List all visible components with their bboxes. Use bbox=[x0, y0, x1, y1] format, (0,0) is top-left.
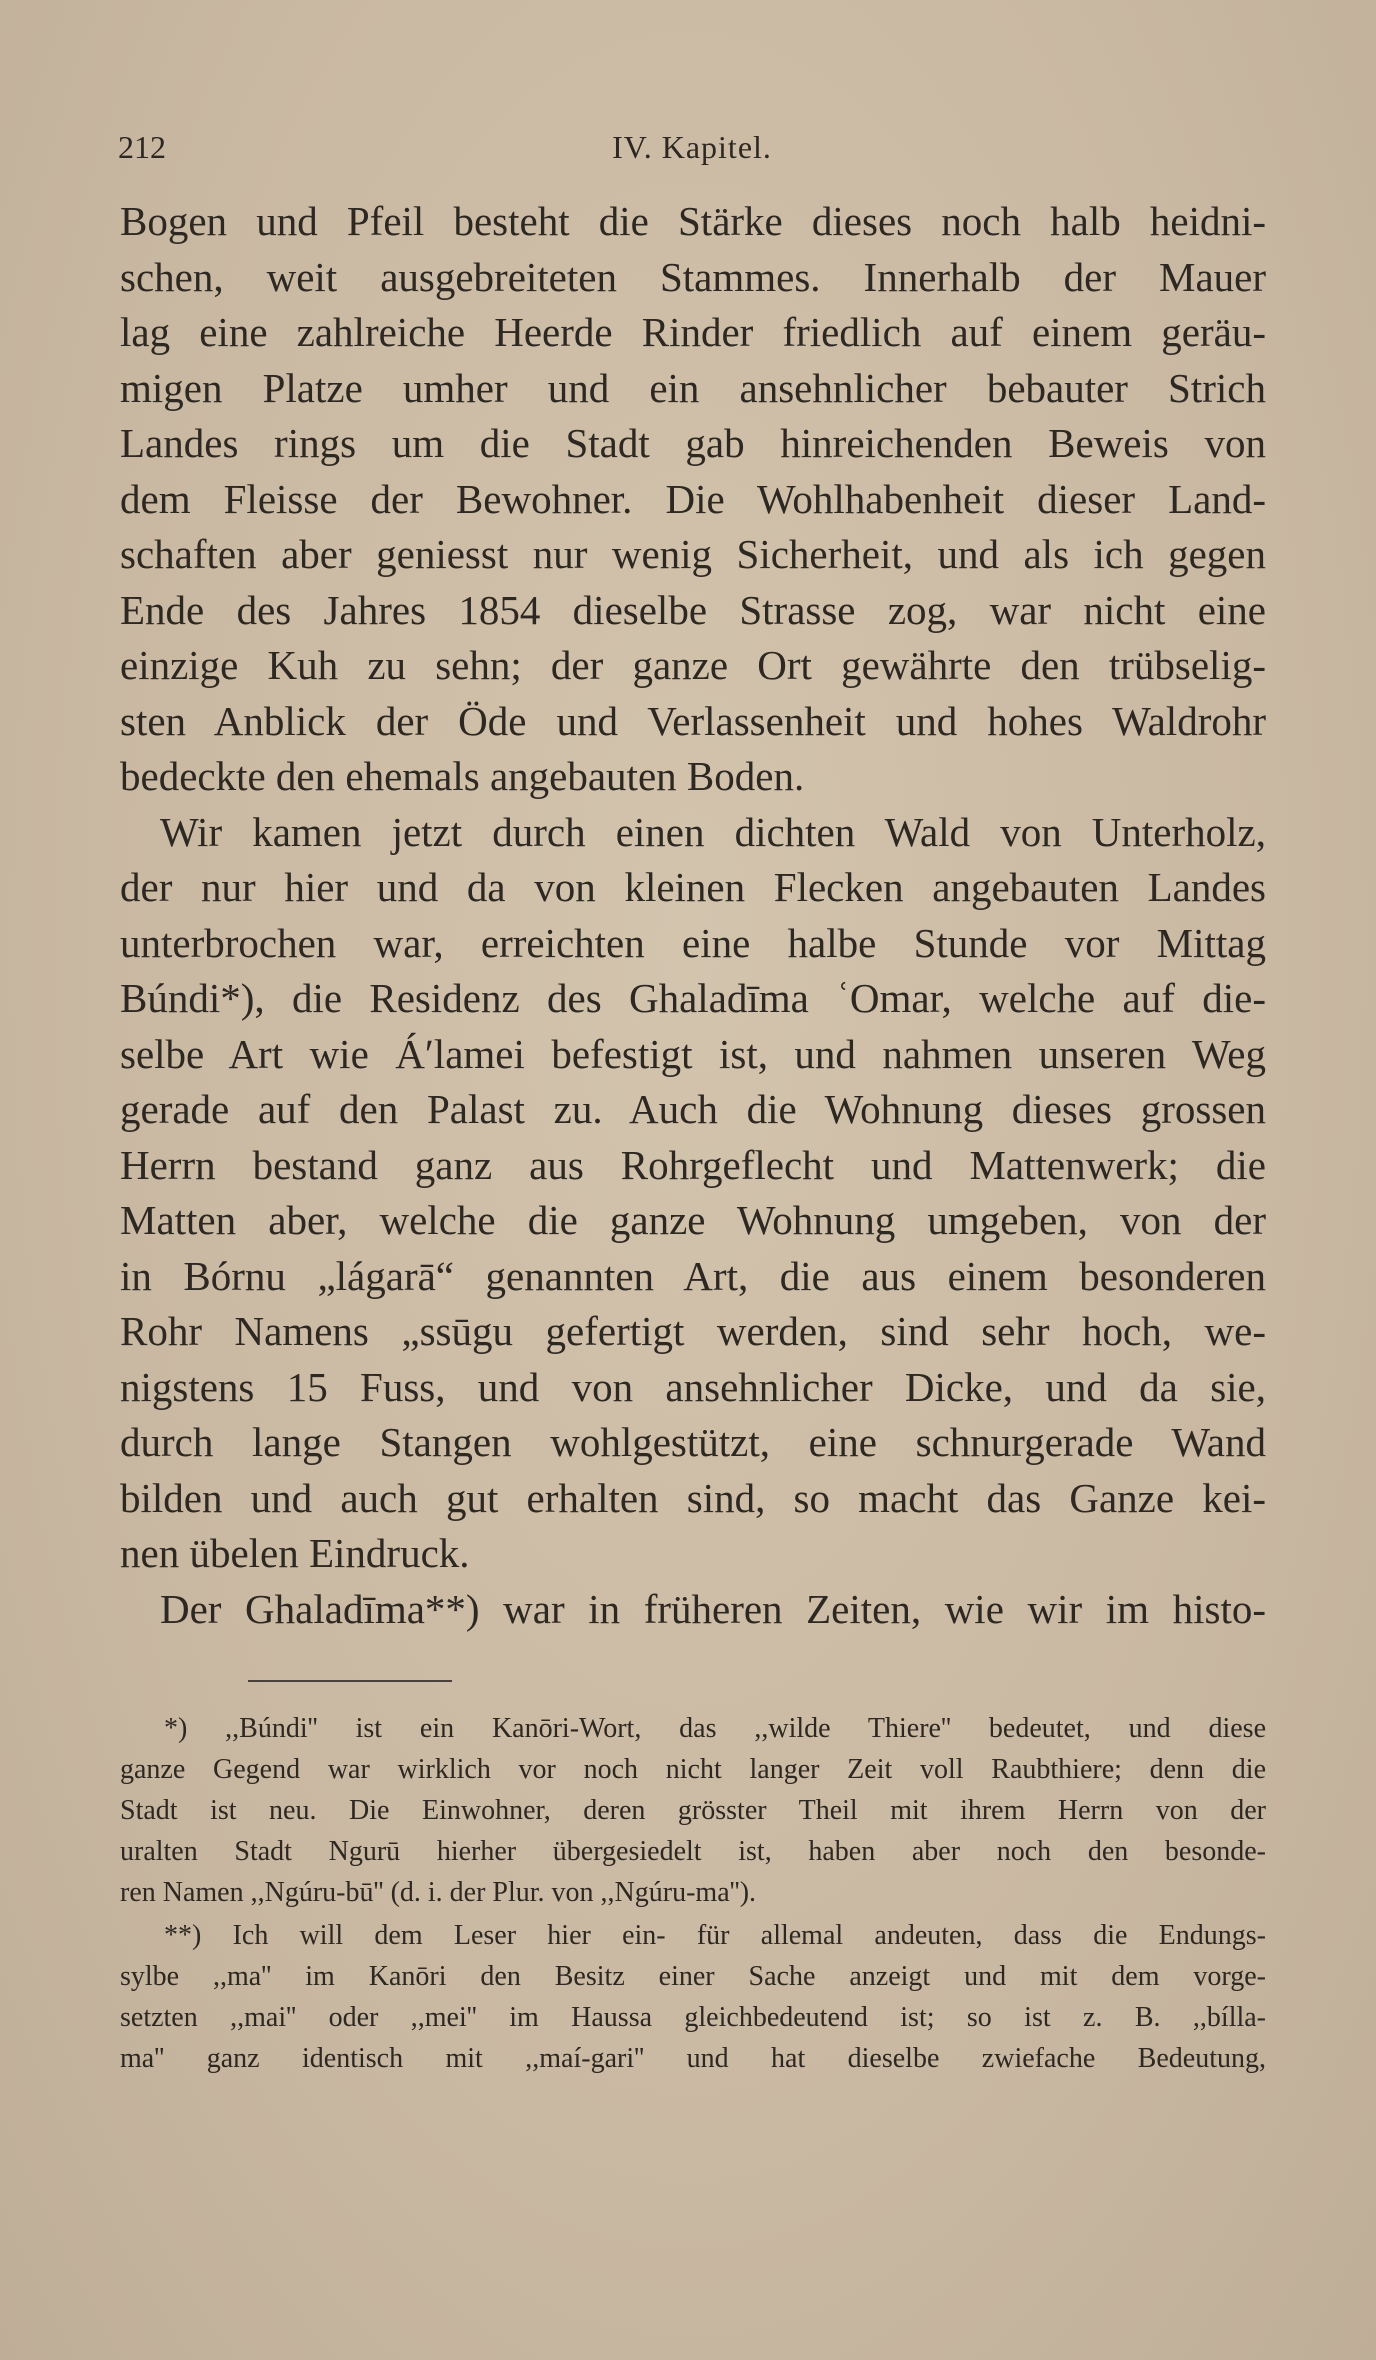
footnotes bbox=[120, 1708, 1266, 2079]
footnote-line: Stadt ist neu. Die Einwohner, deren grösster Theil mit ihrem Herrn von der bbox=[120, 1795, 1266, 1826]
body-line: Ende des Jahres 1854 dieselbe Strasse zog, war nicht eine bbox=[120, 586, 1266, 633]
body-line: bilden und auch gut erhalten sind, so macht das Ganze kei- bbox=[120, 1474, 1266, 1521]
body-line: Landes rings um die Stadt gab hinreichenden Beweis von bbox=[120, 420, 1266, 466]
footnote-line: **) Ich will dem Leser hier ein- für allemal andeuten, dass die Endungs- bbox=[164, 1920, 1266, 1951]
body-line: der nur hier und da von kleinen Flecken angebauten Landes bbox=[120, 864, 1266, 910]
footnote-line: ren Namen ,,Ngúru-bū'' (d. i. der Plur. von ,,Ngúru-ma''). bbox=[120, 1877, 757, 1908]
footnote-line: uralten Stadt Ngurū hierher übergesiedelt ist, haben aber noch den besonde- bbox=[120, 1836, 1266, 1867]
body-line: migen Platze umher und ein ansehnlicher bebauter Strich bbox=[120, 364, 1266, 411]
body-line: Wir kamen jetzt durch einen dichten Wald von Unterholz, bbox=[160, 808, 1266, 855]
body-line: selbe Art wie Áʹlamei befestigt ist, und nahmen unseren Weg bbox=[120, 1030, 1266, 1077]
body-line: nen übelen Eindruck. bbox=[120, 1530, 470, 1576]
running-head: IV. Kapitel. bbox=[612, 129, 772, 165]
body-line: dem Fleisse der Bewohner. Die Wohlhabenheit dieser Land- bbox=[120, 475, 1266, 522]
body-line: in Bórnu „lágarā“ genannten Art, die aus einem besonderen bbox=[120, 1252, 1266, 1299]
footnote-divider bbox=[248, 1680, 452, 1682]
footnote-line: ma'' ganz identisch mit ,,maí-gari'' und hat dieselbe zwiefache Bedeutung, bbox=[120, 2043, 1266, 2074]
body-text bbox=[120, 194, 1266, 1637]
footnote-line: setzten ,,mai'' oder ,,mei'' im Haussa gleichbedeutend ist; so ist z. B. ,,bílla- bbox=[120, 2002, 1266, 2033]
body-line: einzige Kuh zu sehn; der ganze Ort gewährte den trübselig- bbox=[120, 642, 1266, 688]
body-line: Herrn bestand ganz aus Rohrgeflecht und Mattenwerk; die bbox=[120, 1141, 1266, 1188]
body-line: schaften aber geniesst nur wenig Sicherheit, und als ich gegen bbox=[120, 531, 1266, 577]
body-line: Búndi*), die Residenz des Ghaladīma ʿOmar, welche auf die- bbox=[120, 975, 1266, 1021]
body-line: schen, weit ausgebreiteten Stammes. Innerhalb der Mauer bbox=[120, 253, 1266, 300]
body-line: Rohr Namens „ssūgu gefertigt werden, sind sehr hoch, we- bbox=[120, 1308, 1266, 1354]
body-line: sten Anblick der Öde und Verlassenheit und hohes Waldrohr bbox=[120, 697, 1266, 744]
page-number: 212 bbox=[118, 129, 166, 165]
body-line: gerade auf den Palast zu. Auch die Wohnung dieses grossen bbox=[120, 1086, 1266, 1132]
body-line: Matten aber, welche die ganze Wohnung umgeben, von der bbox=[120, 1197, 1266, 1243]
footnote-line: *) ,,Búndi'' ist ein Kanōri-Wort, das ,,wilde Thiere'' bedeutet, und diese bbox=[164, 1713, 1266, 1744]
footnote-line: ganze Gegend war wirklich vor noch nicht langer Zeit voll Raubthiere; denn die bbox=[120, 1754, 1266, 1785]
body-line: durch lange Stangen wohlgestützt, eine schnurgerade Wand bbox=[120, 1419, 1266, 1465]
body-line: lag eine zahlreiche Heerde Rinder friedlich auf einem geräu- bbox=[120, 309, 1266, 355]
page-header bbox=[118, 122, 1266, 172]
body-line: bedeckte den ehemals angebauten Boden. bbox=[120, 753, 805, 799]
body-line: Bogen und Pfeil besteht die Stärke dieses noch halb heidni- bbox=[120, 198, 1266, 244]
body-line: unterbrochen war, erreichten eine halbe Stunde vor Mittag bbox=[120, 919, 1266, 966]
footnote-line: sylbe ,,ma'' im Kanōri den Besitz einer Sache anzeigt und mit dem vorge- bbox=[120, 1961, 1266, 1992]
body-line: Der Ghaladīma**) war in früheren Zeiten, wie wir im histo- bbox=[160, 1585, 1266, 1632]
body-line: nigstens 15 Fuss, und von ansehnlicher Dicke, und da sie, bbox=[120, 1363, 1266, 1410]
